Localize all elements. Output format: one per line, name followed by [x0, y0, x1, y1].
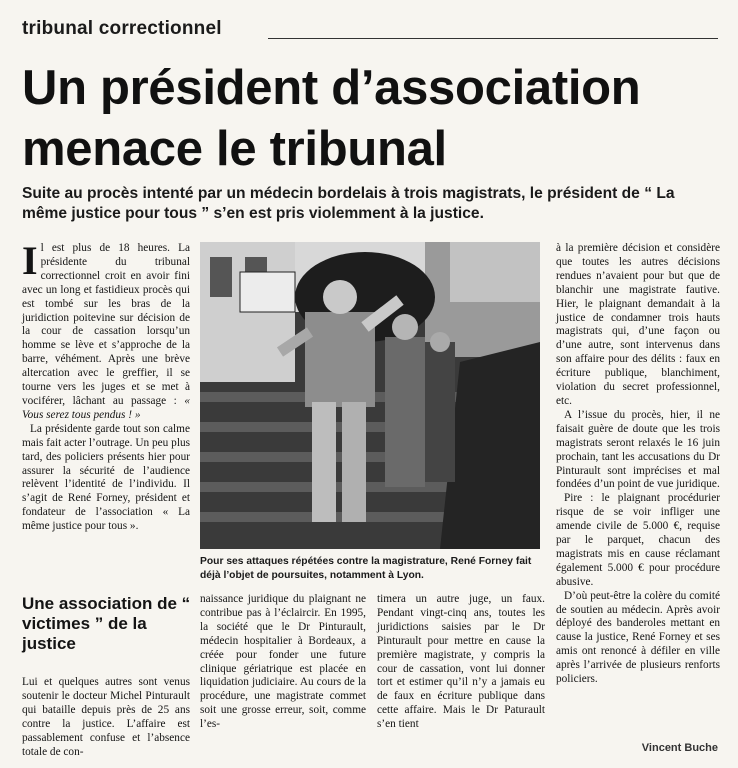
paragraph: naissance juridique du plaignant ne contribue pas à l’éclaircir. En 1995, la société que le Dr Pinturault, médecin hospitalier à Bordeaux, a créée pour fonder une future clinique gériatrique est placée en liquidation judiciaire. Au cours de la procédure, une magistrate commet soit une grosse erreur, soit, comme l’es-: [200, 593, 366, 731]
paragraph: à la première décision et considère que toutes les autres décisions rendues n’avaient pour but que de blanchir une magistrate fautive. Hier, le plaignant demandait à la justice de condamner trois hauts magistrats qui, d’une façon ou d’une autre, sont intervenus dans son affaire pour des délits : faux en écriture publique, blanchiment, violation du secret professionnel, etc.: [556, 242, 720, 407]
paragraph: Lui et quelques autres sont venus soutenir le docteur Michel Pinturault qui bataille depuis près de 25 ans contre la justice. L’affaire est passablement confuse et l’absence totale de con-: [22, 676, 190, 758]
section-rubric: tribunal correctionnel: [22, 18, 222, 39]
column-1: [22, 238, 190, 534]
headline: [22, 58, 722, 180]
paragraph: A l’issue du procès, hier, il ne faisait guère de doute que les trois magistrats seront relaxés le 16 juin prochain, tant les accusations du Dr Pinturault sont imprécises et mal fondées d’un point de vue juridique.: [556, 408, 720, 491]
subheading: Une association de “ victimes ” de la justice: [22, 594, 191, 653]
column-3: [377, 593, 545, 732]
column-2: [200, 593, 366, 732]
paragraph: Pire : le plaignant procédurier risque de se voir infliger une amende civile de 5.000 €, requise par le parquet, chacun des magistrats mis en cause réclamant également 5.000 € pour procédure abusive.: [556, 492, 720, 588]
column-1-lower: [22, 676, 190, 759]
headline-line-2: menace le tribunal: [22, 122, 447, 176]
protester-photo: [200, 242, 540, 549]
photo-caption: Pour ses attaques répétées contre la magistrature, René Forney fait déjà l’objet de poursuites, notamment à Lyon.: [200, 556, 532, 581]
paragraph: D’où peut-être la colère du comité de soutien au médecin. Après avoir déployé des banderoles mettant en cause la justice, René Forney et ses amis ont renoncé à défiler en ville après l’arrivée de plusieurs renforts policiers.: [556, 589, 720, 686]
drop-cap: I: [22, 238, 38, 283]
quote: « Vous serez tous pendus ! »: [22, 394, 190, 421]
byline: Vincent Buche: [641, 742, 718, 754]
article-photo: [200, 242, 540, 549]
headline-line-1: Un président d’association: [22, 61, 641, 115]
rubric-rule: [268, 38, 718, 39]
paragraph: La présidente garde tout son calme mais fait acter l’outrage. Un peu plus tard, des policiers présents hier pour assurer la sécurité de l’audience relèvent l’identité de l’individu. Il s’agit de René Forney, président et fondateur de l’association « La même justice pour tous ».: [22, 422, 190, 533]
intro-paragraph: Il est plus de 18 heures. La présidente du tribunal correctionnel croit en avoir fini avec un long et fastidieux procès qui est tombé sur les bras de la juridiction poitevine sur décision de la cour de cassation lorsqu’un homme se lève et s’approche de la barre, véhément. Après une brève altercation avec le greffier, il se tourne vers les juges et se met à vociférer, lâchant au passage : « Vous serez tous pendus ! »: [22, 238, 190, 421]
column-4: [556, 242, 720, 687]
article-deck: Suite au procès intenté par un médecin bordelais à trois magistrats, le président de “ La même justice pour tous ” s’en est pris violemment à la justice.: [22, 185, 675, 222]
paragraph: timera un autre juge, un faux. Pendant vingt-cinq ans, toutes les juridictions saisies par le Dr Pinturault pour mettre en cause la première magistrate, y compris la cour de cassation, vont lui donner tort et estimer qu’il n’y a jamais eu de faux en écriture publique dans cette affaire. Mais le Dr Paturault s’en tient: [377, 593, 545, 731]
